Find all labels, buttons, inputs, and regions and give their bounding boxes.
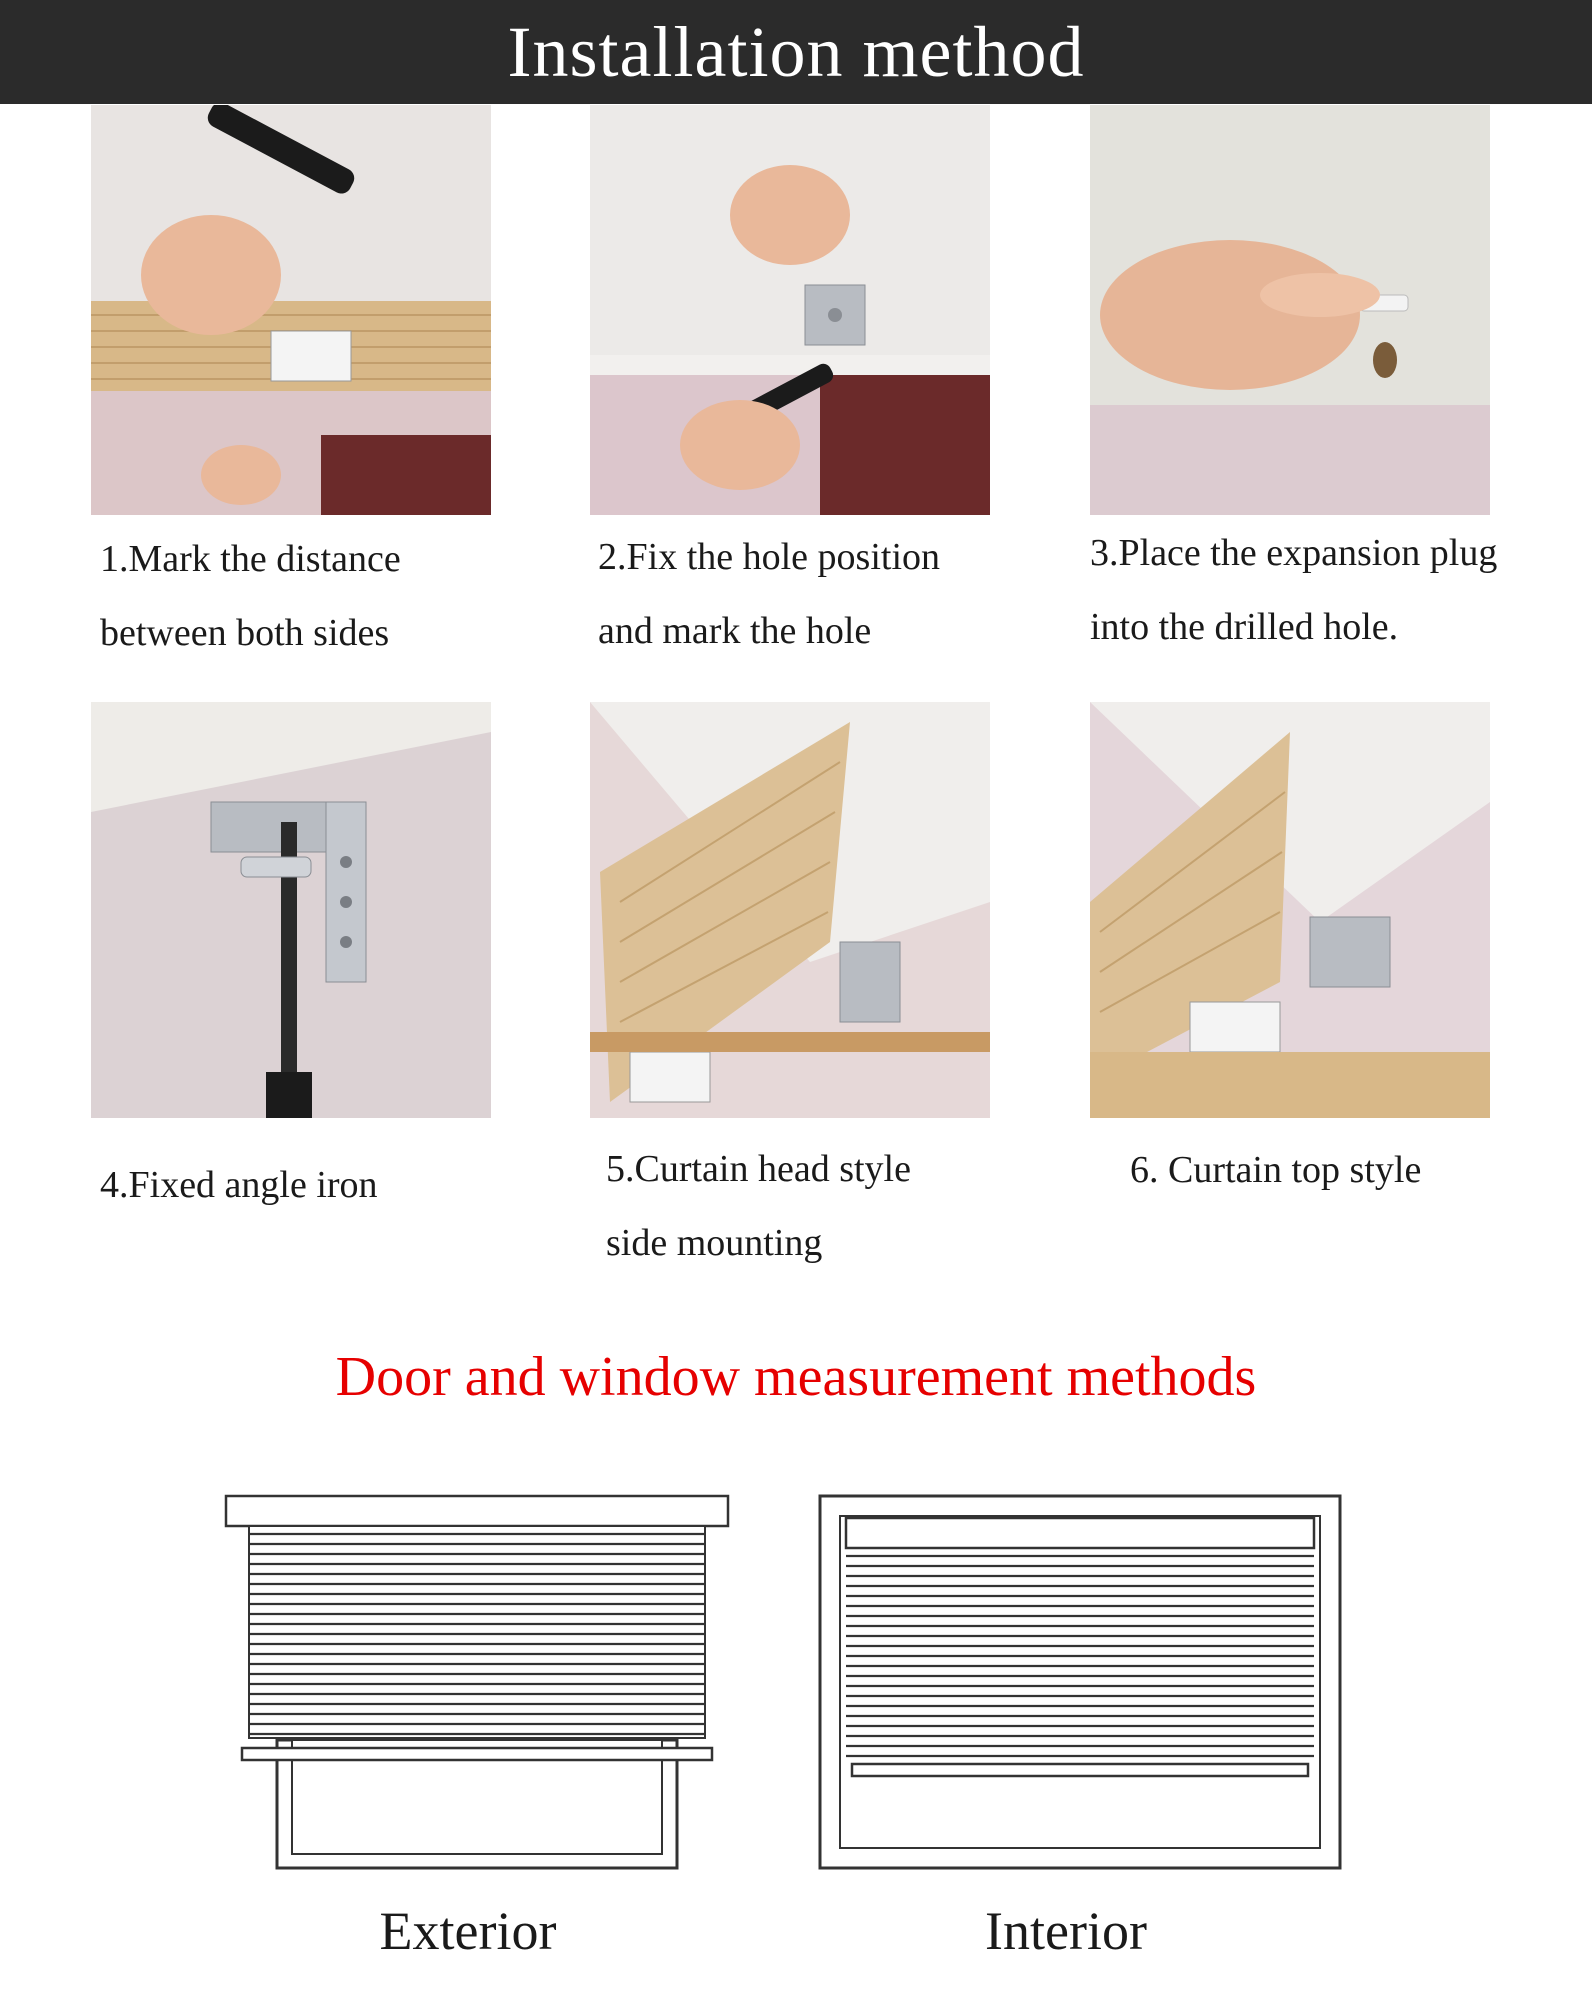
step-5-photo (590, 702, 990, 1118)
step-2-caption (598, 520, 940, 668)
exterior-label: Exterior (379, 1901, 557, 1961)
step-2-illustration (590, 105, 990, 515)
step-5-illustration (590, 702, 990, 1118)
step-5-line-1: 5.Curtain head style (606, 1148, 911, 1190)
step-2-photo (590, 105, 990, 515)
measurement-section-title: Door and window measurement methods (335, 1346, 1257, 1408)
step-6-illustration (1090, 702, 1490, 1118)
step-1-line-2: between both sides (100, 612, 390, 654)
interior-blind-illustration (818, 1494, 1342, 1870)
interior-label: Interior (985, 1901, 1147, 1961)
step-3-illustration (1090, 105, 1490, 515)
interior-diagram (818, 1494, 1342, 1870)
step-6-photo (1090, 702, 1490, 1118)
step-1-caption (100, 522, 401, 670)
step-1-illustration (91, 105, 491, 515)
step-1-line-1: 1.Mark the distance (100, 538, 401, 580)
step-5-line-2: side mounting (606, 1222, 823, 1264)
step-3-photo (1090, 105, 1490, 515)
step-2-line-1: 2.Fix the hole position (598, 536, 940, 578)
step-6-caption (1130, 1133, 1421, 1207)
step-1-photo (91, 105, 491, 515)
step-5-caption (606, 1132, 911, 1280)
step-3-line-2: into the drilled hole. (1090, 606, 1399, 648)
step-3-line-1: 3.Place the expansion plug (1090, 532, 1498, 574)
step-3-caption (1090, 516, 1497, 664)
step-6-line-1: 6. Curtain top style (1130, 1149, 1422, 1191)
step-4-photo (91, 702, 491, 1118)
exterior-diagram (222, 1490, 732, 1872)
header-bar (0, 0, 1592, 104)
page-title: Installation method (507, 11, 1085, 92)
step-2-line-2: and mark the hole (598, 610, 872, 652)
exterior-blind-illustration (222, 1490, 732, 1872)
step-4-illustration (91, 702, 491, 1118)
step-4-line-1: 4.Fixed angle iron (100, 1164, 378, 1206)
step-4-caption (100, 1148, 378, 1222)
